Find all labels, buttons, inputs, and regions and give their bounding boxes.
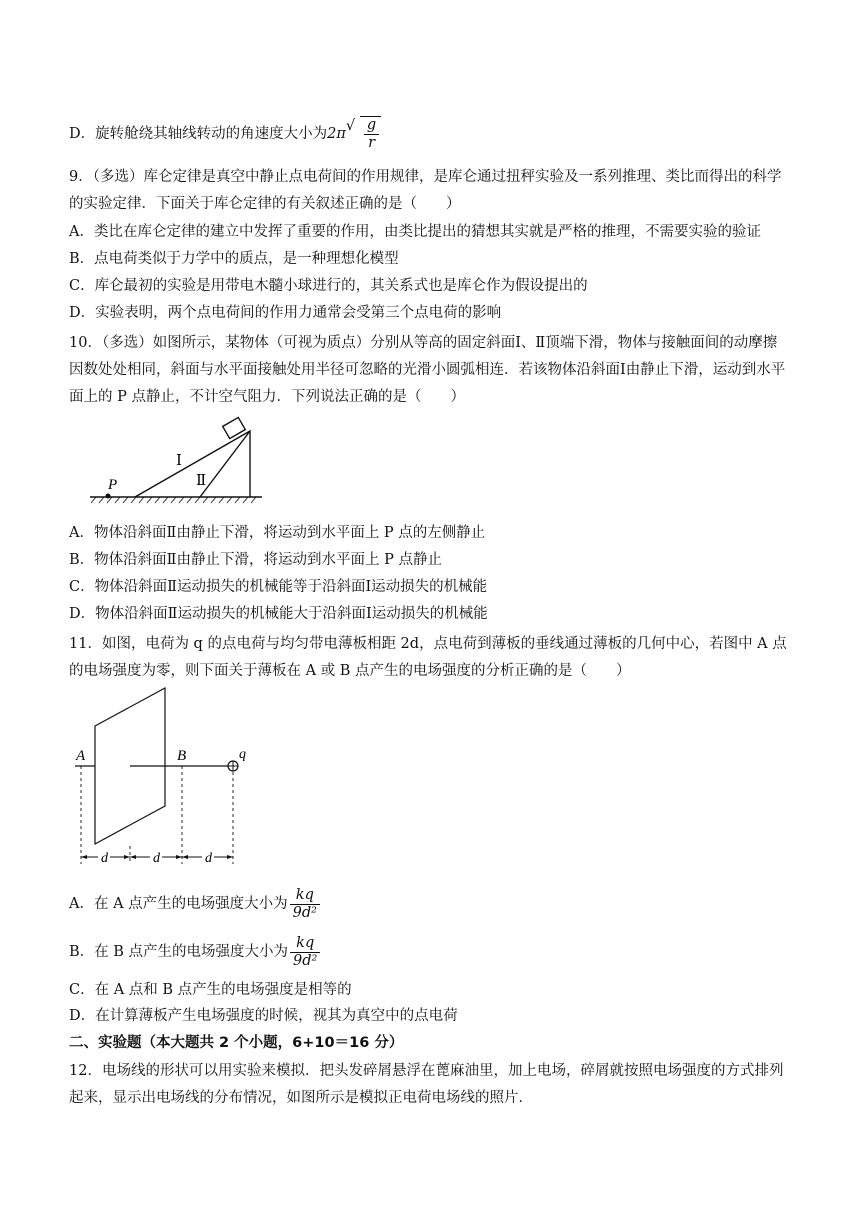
q9-option-c: C．库仑最初的实验是用带电木髓小球进行的，其关系式也是库仑作为假设提出的 (69, 278, 588, 294)
q11-stem: 11．如图，电荷为 q 的点电荷与均匀带电薄板相距 2d，点电荷到薄板的垂线通过薄板的几何中心，若图中 A 点的电场强度为零，则下面关于薄板在 A 或 B 点产生的电场强度的分析正确的是（ ） (69, 636, 787, 679)
q10-label-2: Ⅱ (196, 473, 207, 489)
q11-option-b-text: B．在 B 点产生的电场强度大小为 (69, 944, 289, 960)
q10-label-p: P (108, 477, 118, 493)
q9-option-b: B．点电荷类似于力学中的质点，是一种理想化模型 (69, 251, 399, 267)
q11-dim-1: d (101, 851, 108, 866)
q11-label-b: B (177, 748, 187, 764)
q11-a-frac-den: 9d² (292, 904, 317, 921)
q11-option-a (69, 884, 322, 924)
q10-option-c: C．物体沿斜面Ⅱ运动损失的机械能等于沿斜面Ⅰ运动损失的机械能 (69, 579, 488, 595)
q10-stem: 10．（多选）如图所示，某物体（可视为质点）分别从等高的固定斜面Ⅰ、Ⅱ顶端下滑，物体与接触面间的动摩擦因数处处相同，斜面与水平面接触处用半径可忽略的光滑小圆弧相连．若该物体沿斜面Ⅰ由静止下滑，运动到水平面上的 P 点静止，不计空气阻力．下列说法正确的是（ ） (69, 335, 786, 405)
q9-option-d: D．实验表明，两个点电荷间的作用力通常会受第三个点电荷的影响 (69, 305, 502, 321)
q11-label-q: q (239, 747, 246, 762)
q9-stem: 9．（多选）库仑定律是真空中静止点电荷间的作用规律，是库仑通过扭秤实验及一系列推理、类比而得出的科学的实验定律．下面关于库仑定律的有关叙述正确的是（ ） (69, 169, 782, 212)
q11-dim-3: d (205, 851, 212, 866)
q11-b-frac-den: 9d² (293, 952, 318, 969)
q8-sqrt: √ $\frac{g}{r}$ (346, 116, 381, 152)
q10-option-b: B．物体沿斜面Ⅱ由静止下滑，将运动到水平面上 P 点静止 (69, 552, 442, 568)
q8-option-d-coef: 2π (327, 126, 346, 142)
q11-option-b (69, 932, 322, 972)
q11-option-a-text: A．在 A 点产生的电场强度大小为 (69, 896, 288, 912)
q10-incline-figure (90, 415, 270, 510)
q8-option-d (69, 116, 381, 152)
q11-option-d: D．在计算薄板产生电场强度的时候，视其为真空中的点电荷 (69, 1008, 458, 1024)
q11-label-a: A (76, 748, 86, 764)
q10-option-d: D．物体沿斜面Ⅱ运动损失的机械能大于沿斜面Ⅰ运动损失的机械能 (69, 606, 488, 622)
section-heading: 二、实验题（本大题共 2 个小题，6+10＝16 分） (69, 1035, 404, 1051)
q10-label-1: Ⅰ (176, 453, 182, 469)
q10-option-a: A．物体沿斜面Ⅱ由静止下滑，将运动到水平面上 P 点的左侧静止 (69, 525, 486, 541)
q11-option-c: C．在 A 点和 B 点产生的电场强度是相等的 (69, 982, 352, 998)
q11-b-frac-num: kq (290, 935, 320, 953)
q12-stem: 12．电场线的形状可以用实验来模拟．把头发碎屑悬浮在蓖麻油里，加上电场，碎屑就按照电场强度的方式排列起来，显示出电场线的分布情况，如图所示是模拟正电荷电场线的照片． (69, 1063, 784, 1106)
q8-frac-den: r (368, 135, 375, 151)
q8-option-d-text: D．旋转舱绕其轴线转动的角速度大小为 (69, 126, 328, 142)
q8-frac-num: g (364, 117, 379, 135)
q11-a-frac-num: kq (290, 887, 320, 905)
q11-plate-figure (72, 686, 257, 868)
q9-option-a: A．类比在库仑定律的建立中发挥了重要的作用，由类比提出的猜想其实就是严格的推理，不需要实验的验证 (69, 224, 761, 240)
q11-dim-2: d (153, 851, 160, 866)
